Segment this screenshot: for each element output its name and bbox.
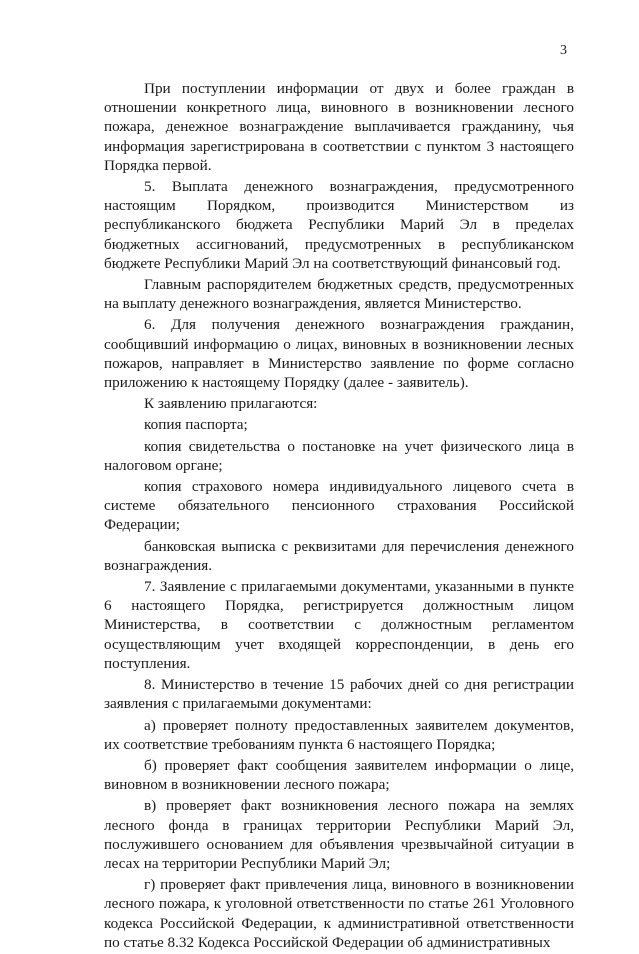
subitem-b: б) проверяет факт сообщения заявителем информации о лице, виновном в возникновении лесного пожара; [104, 756, 574, 794]
paragraph-attachments-intro: К заявлению прилагаются: [144, 395, 318, 413]
subitem-g: г) проверяет факт привлечения лица, виновного в возникновении лесного пожара, к уголовной ответственности по статье 261 Уголовного кодекса Российской Федерации, к административной ответственности по статье 8.32 Кодекса Российской Федерации об административных [104, 876, 574, 951]
page-number: 3 [560, 43, 567, 58]
attachment-snils: копия страхового номера индивидуального лицевого счета в системе обязательного пенсионного страхования Российской Федерации; [104, 478, 574, 534]
subitem-a: а) проверяет полноту предоставленных заявителем документов, их соответствие требованиям пункта 6 настоящего Порядка; [104, 716, 574, 753]
paragraph-multiple-informants: При поступлении информации от двух и более граждан в отношении конкретного лица, виновного в возникновении лесного пожара, денежное вознаграждение выплачивается гражданину, чья информация зарегистрирована в соответствии с пунктом 3 настоящего Порядка первой. [104, 80, 574, 174]
attachment-passport: копия паспорта; [144, 416, 248, 434]
attachment-tax-certificate: копия свидетельства о постановке на учет физического лица в налоговом органе; [104, 437, 574, 474]
paragraph-item-8: 8. Министерство в течение 15 рабочих дней со дня регистрации заявления с прилагаемыми документами: [104, 676, 574, 713]
paragraph-item-6: 6. Для получения денежного вознаграждения гражданин, сообщивший информацию о лицах, виновных в возникновении лесных пожаров, направляет в Министерство заявление по форме согласно приложению к настоящему Порядку (далее - заявитель). [104, 316, 574, 392]
attachment-bank-statement: банковская выписка с реквизитами для перечисления денежного вознаграждения. [104, 537, 574, 574]
document-body [104, 79, 574, 954]
paragraph-item-5: 5. Выплата денежного вознаграждения, предусмотренного настоящим Порядком, производится Министерством из республиканского бюджета Республики Марий Эл в пределах бюджетных ассигнований, предусмотренных в республиканском бюджете Республики Марий Эл на соответствующий финансовый год. [104, 178, 574, 272]
paragraph-item-7: 7. Заявление с прилагаемыми документами, указанными в пункте 6 настоящего Порядка, регистрируется должностным лицом Министерства, в соответствии с должностным регламентом осуществляющим учет входящей корреспонденции, в день его поступления. [104, 578, 574, 672]
paragraph-budget-manager: Главным распорядителем бюджетных средств, предусмотренных на выплату денежного вознаграждения, является Министерство. [104, 276, 574, 313]
subitem-v: в) проверяет факт возникновения лесного пожара на землях лесного фонда в границах территории Республики Марий Эл, послужившего основанием для объявления чрезвычайной ситуации в лесах на территории Республики Марий Эл; [104, 797, 574, 872]
